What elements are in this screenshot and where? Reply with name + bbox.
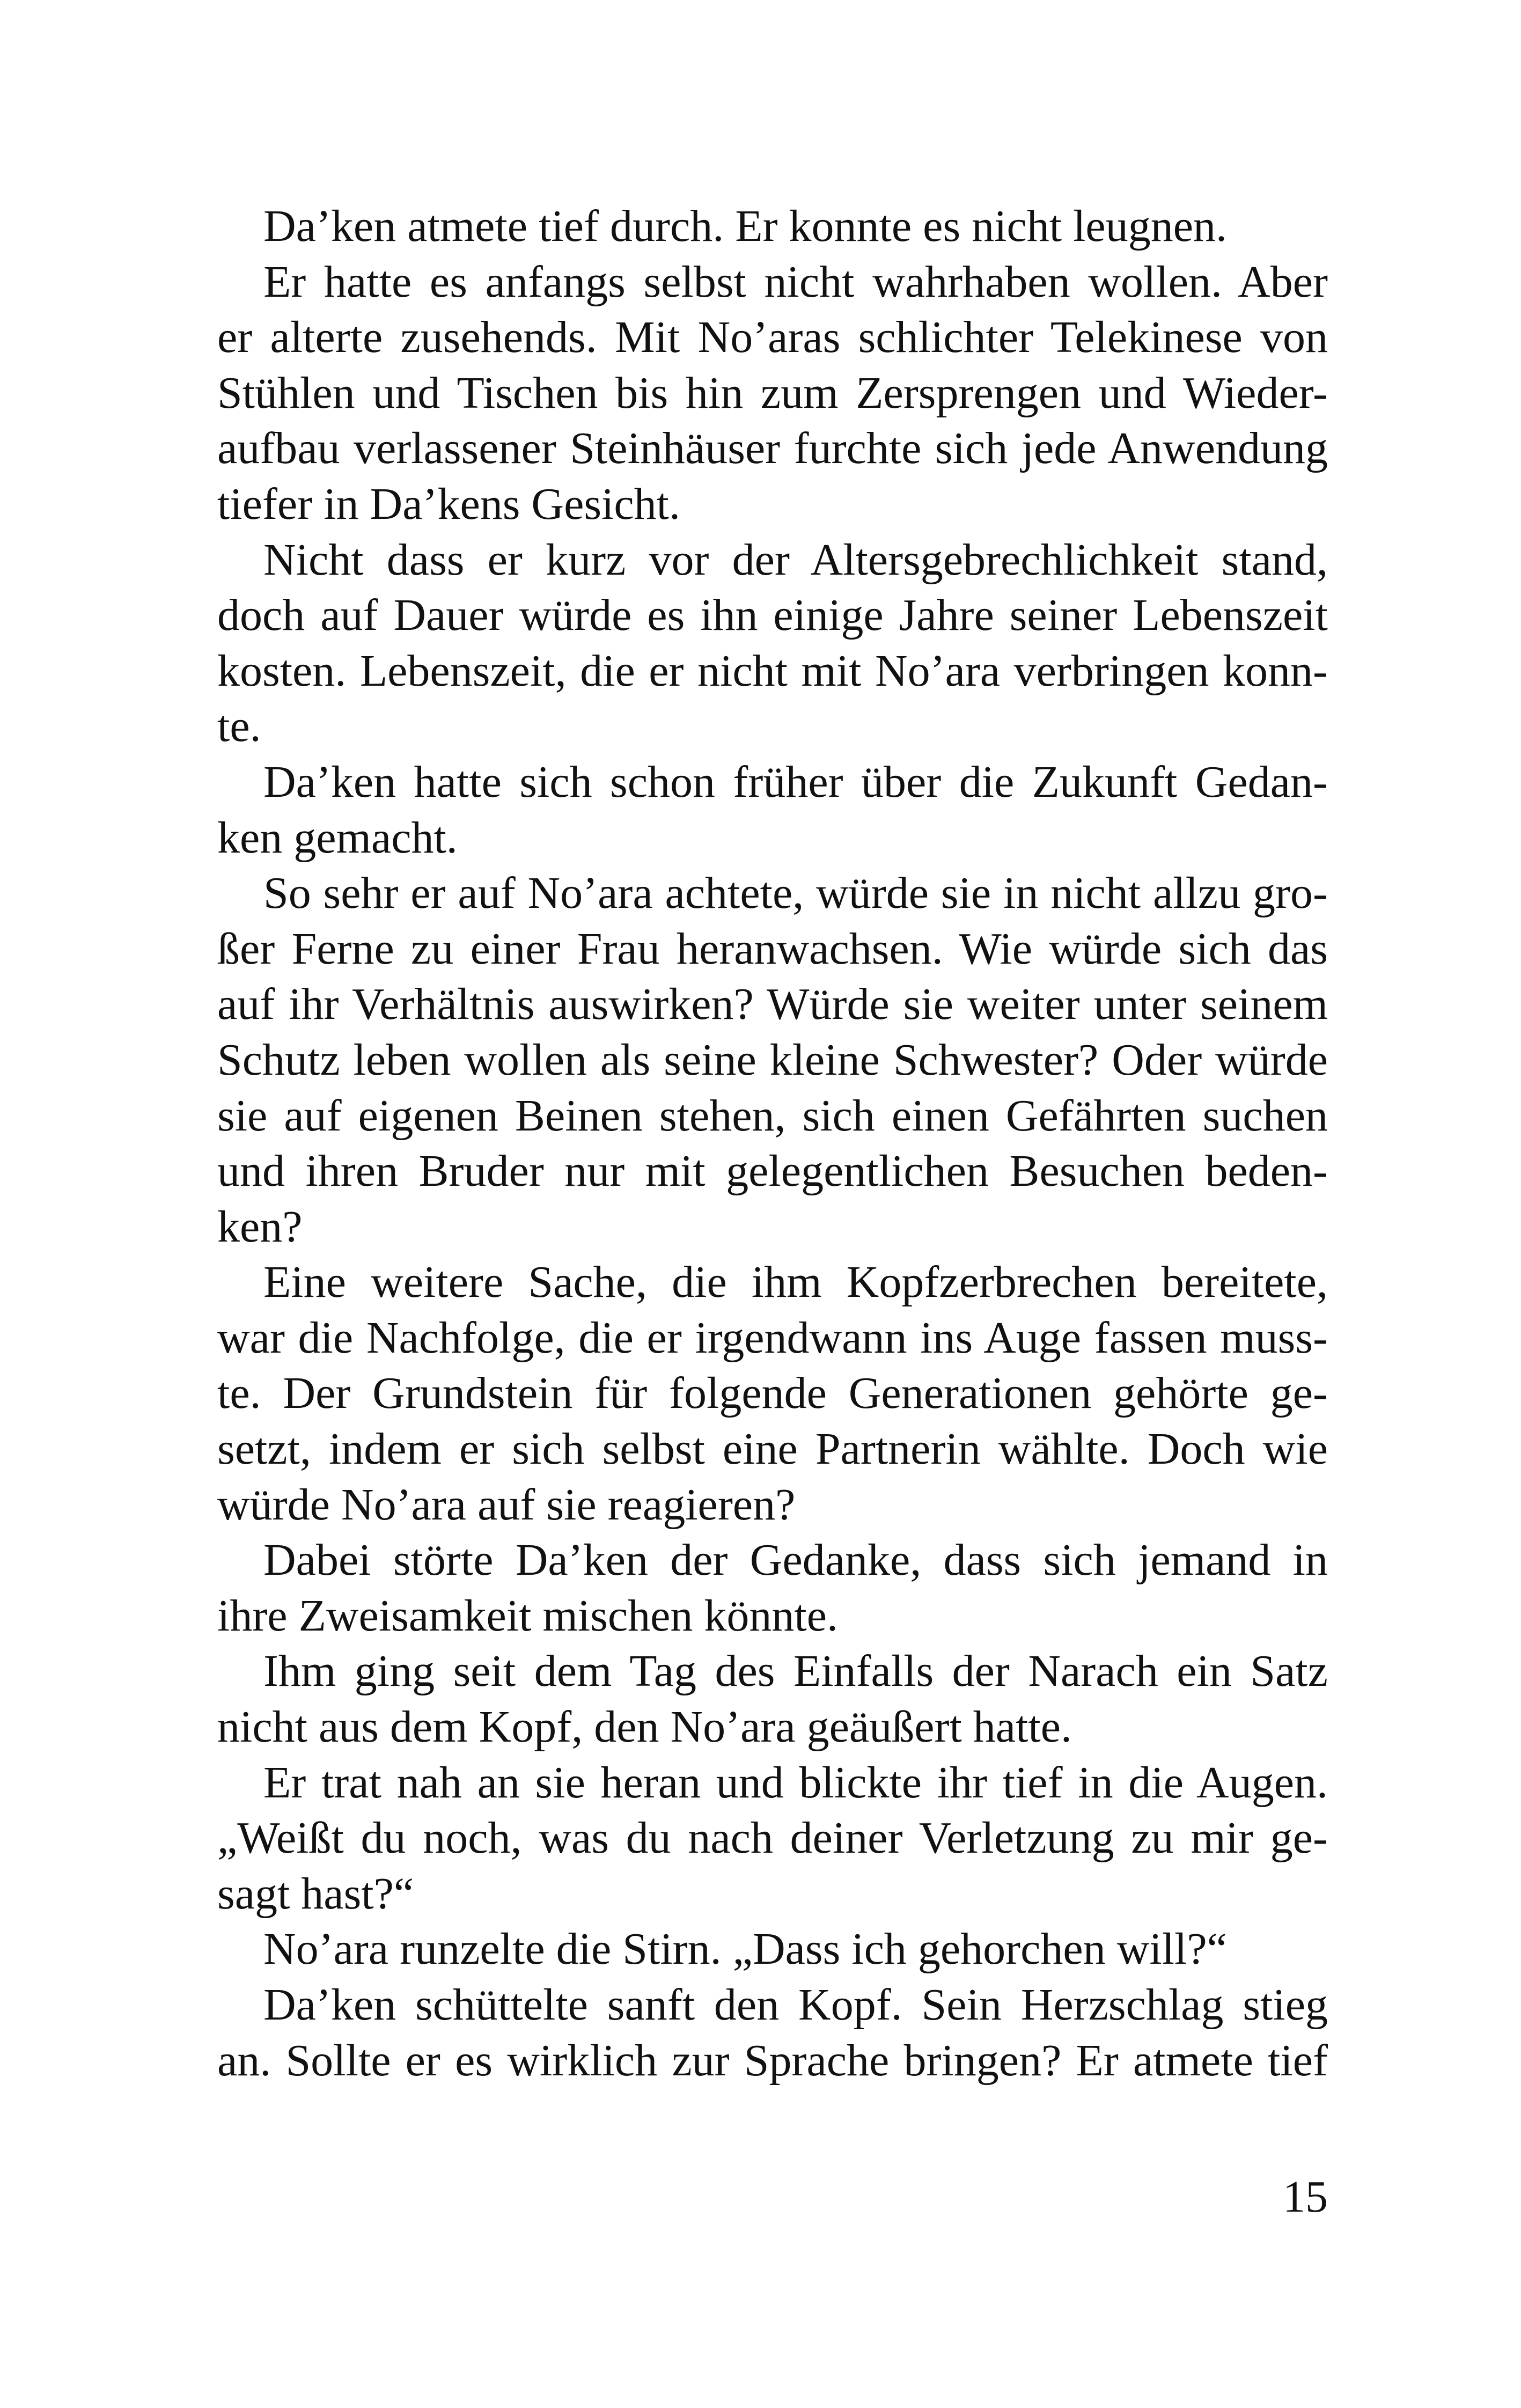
text-line: „Weißt du noch, was du nach deiner Verletzung zu mir ge-	[217, 1813, 1328, 1863]
text-line: Er trat nah an sie heran und blickte ihr tief in die Augen.	[263, 1757, 1328, 1808]
text-line: Da’ken atmete tief durch. Er konnte es nicht leugnen.	[263, 201, 1227, 251]
text-line: und ihren Bruder nur mit gelegentlichen Besuchen beden-	[217, 1146, 1328, 1196]
text-line: ken gemacht.	[217, 812, 458, 863]
text-line: Da’ken hatte sich schon früher über die Zukunft Gedan-	[263, 757, 1328, 807]
text-line: doch auf Dauer würde es ihn einige Jahre seiner Lebenszeit	[217, 590, 1328, 641]
text-line: So sehr er auf No’ara achtete, würde sie in nicht allzu gro-	[263, 868, 1328, 919]
text-line: ßer Ferne zu einer Frau heranwachsen. Wie würde sich das	[217, 923, 1328, 974]
text-line: sie auf eigenen Beinen stehen, sich einen Gefährten suchen	[217, 1090, 1328, 1141]
text-line: würde No’ara auf sie reagieren?	[217, 1479, 796, 1530]
text-line: sagt hast?“	[217, 1868, 414, 1919]
text-line: Eine weitere Sache, die ihm Kopfzerbrechen bereitete,	[263, 1257, 1328, 1308]
text-line: ken?	[217, 1201, 303, 1252]
text-line: Ihm ging seit dem Tag des Einfalls der Narach ein Satz	[263, 1646, 1328, 1697]
text-line: Nicht dass er kurz vor der Altersgebrechlichkeit stand,	[263, 534, 1328, 585]
text-line: te.	[217, 701, 261, 752]
text-line: kosten. Lebenszeit, die er nicht mit No’ara verbringen konn-	[217, 645, 1328, 696]
body-text	[217, 199, 1328, 2088]
text-line: war die Nachfolge, die er irgendwann ins Auge fassen muss-	[217, 1312, 1328, 1363]
text-line: te. Der Grundstein für folgende Generationen gehörte ge-	[217, 1368, 1328, 1419]
text-line: aufbau verlassener Steinhäuser furchte sich jede Anwendung	[217, 423, 1328, 474]
text-line: Da’ken schüttelte sanft den Kopf. Sein Herzschlag stieg	[263, 1980, 1328, 2030]
text-line: nicht aus dem Kopf, den No’ara geäußert hatte.	[217, 1702, 1072, 1752]
text-line: er alterte zusehends. Mit No’aras schlichter Telekinese von	[217, 312, 1328, 363]
text-line: auf ihr Verhältnis auswirken? Würde sie weiter unter seinem	[217, 979, 1328, 1030]
page-number: 15	[1283, 2172, 1328, 2222]
text-line: an. Sollte er es wirklich zur Sprache bringen? Er atmete tief	[217, 2035, 1328, 2086]
text-line: Stühlen und Tischen bis hin zum Zersprengen und Wieder-	[217, 368, 1328, 418]
text-line: Er hatte es anfangs selbst nicht wahrhaben wollen. Aber	[263, 256, 1328, 307]
text-line: setzt, indem er sich selbst eine Partnerin wählte. Doch wie	[217, 1424, 1328, 1474]
text-line: Schutz leben wollen als seine kleine Schwester? Oder würde	[217, 1034, 1328, 1085]
text-line: No’ara runzelte die Stirn. „Dass ich gehorchen will?“	[263, 1924, 1227, 1974]
text-line: tiefer in Da’kens Gesicht.	[217, 479, 681, 529]
text-line: ihre Zweisamkeit mischen könnte.	[217, 1590, 839, 1641]
text-line: Dabei störte Da’ken der Gedanke, dass sich jemand in	[263, 1535, 1328, 1585]
